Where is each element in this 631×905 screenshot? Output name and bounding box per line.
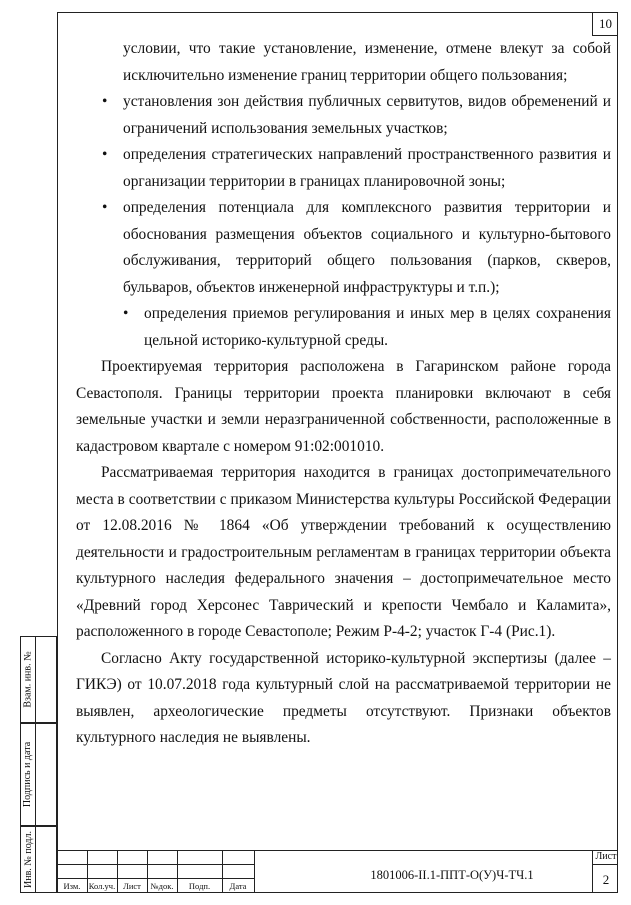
bullet-icon: • [123,305,129,322]
document-code: 1801006-II.1-ППТ-О(У)Ч-ТЧ.1 [370,868,534,882]
side-stamp-vzam: Взам. инв. № [20,636,57,723]
document-body [76,36,611,752]
page-number: 10 [592,12,618,36]
bullet-icon: • [102,93,108,110]
list-item: • определения потенциала для комплексного развития территории и обоснования размещения объектов социального и культурно-бытового обслуживания, территорий общего пользования (парков, скверов, бульваров, объектов инженерной инфраструктуры и т.п.); [76,195,611,301]
title-block: Изм. Кол.уч. Лист №док. Подп. Дата 1801006-II.1-ППТ-О(У)Ч-ТЧ.1 Лист 2 [57,850,618,893]
bullet-icon: • [102,199,108,216]
sheet-label: Лист [595,851,617,862]
bullet-list [76,36,611,354]
sub-list-item: • определения приемов регулирования и иных мер в целях сохранения цельной историко-культурной среды. [76,301,611,354]
bullet-icon: • [102,146,108,163]
paragraph: Рассматриваемая территория находится в границах достопримечательного места в соответствии с приказом Министерства культуры Российской Федерации от 12.08.2016 № 1864 «Об утверждении требований к осуществлению деятельности и градостроительным регламентам в границах территории объекта культурного наследия федерального значения – достопримечательное место «Древний город Херсонес Таврический и крепости Чембало и Каламита», расположенного в городе Севастополе; Режим Р-4-2; участок Г-4 (Рис.1). [76,464,611,640]
sheet-number: 2 [602,872,610,887]
side-stamp-inv: Инв. № подл. [20,826,57,893]
paragraph: Согласно Акту государственной историко-культурной экспертизы (далее – ГИКЭ) от 10.07.2018 года культурный слой на рассматриваемой территории не выявлен, археологические предметы отсутствуют. Признаки объектов культурного наследия не выявлены. [76,649,611,746]
list-item-continuation: условии, что такие установление, изменение, отмене влекут за собой исключительно изменение границ территории общего пользования; [123,40,611,84]
side-stamp-podpis: Подпись и дата [20,723,57,826]
list-item: • установления зон действия публичных сервитутов, видов обременений и ограничений использования земельных участков; [76,89,611,142]
paragraph: Проектируемая территория расположена в Гагаринском районе города Севастополя. Границы территории проекта планировки включают в себя земельные участки и земли неразграниченной собственности, расположенные в кадастровом квартале с номером 91:02:001010. [76,358,611,455]
list-item: • определения стратегических направлений пространственного развития и организации территории в границах планировочной зоны; [76,142,611,195]
